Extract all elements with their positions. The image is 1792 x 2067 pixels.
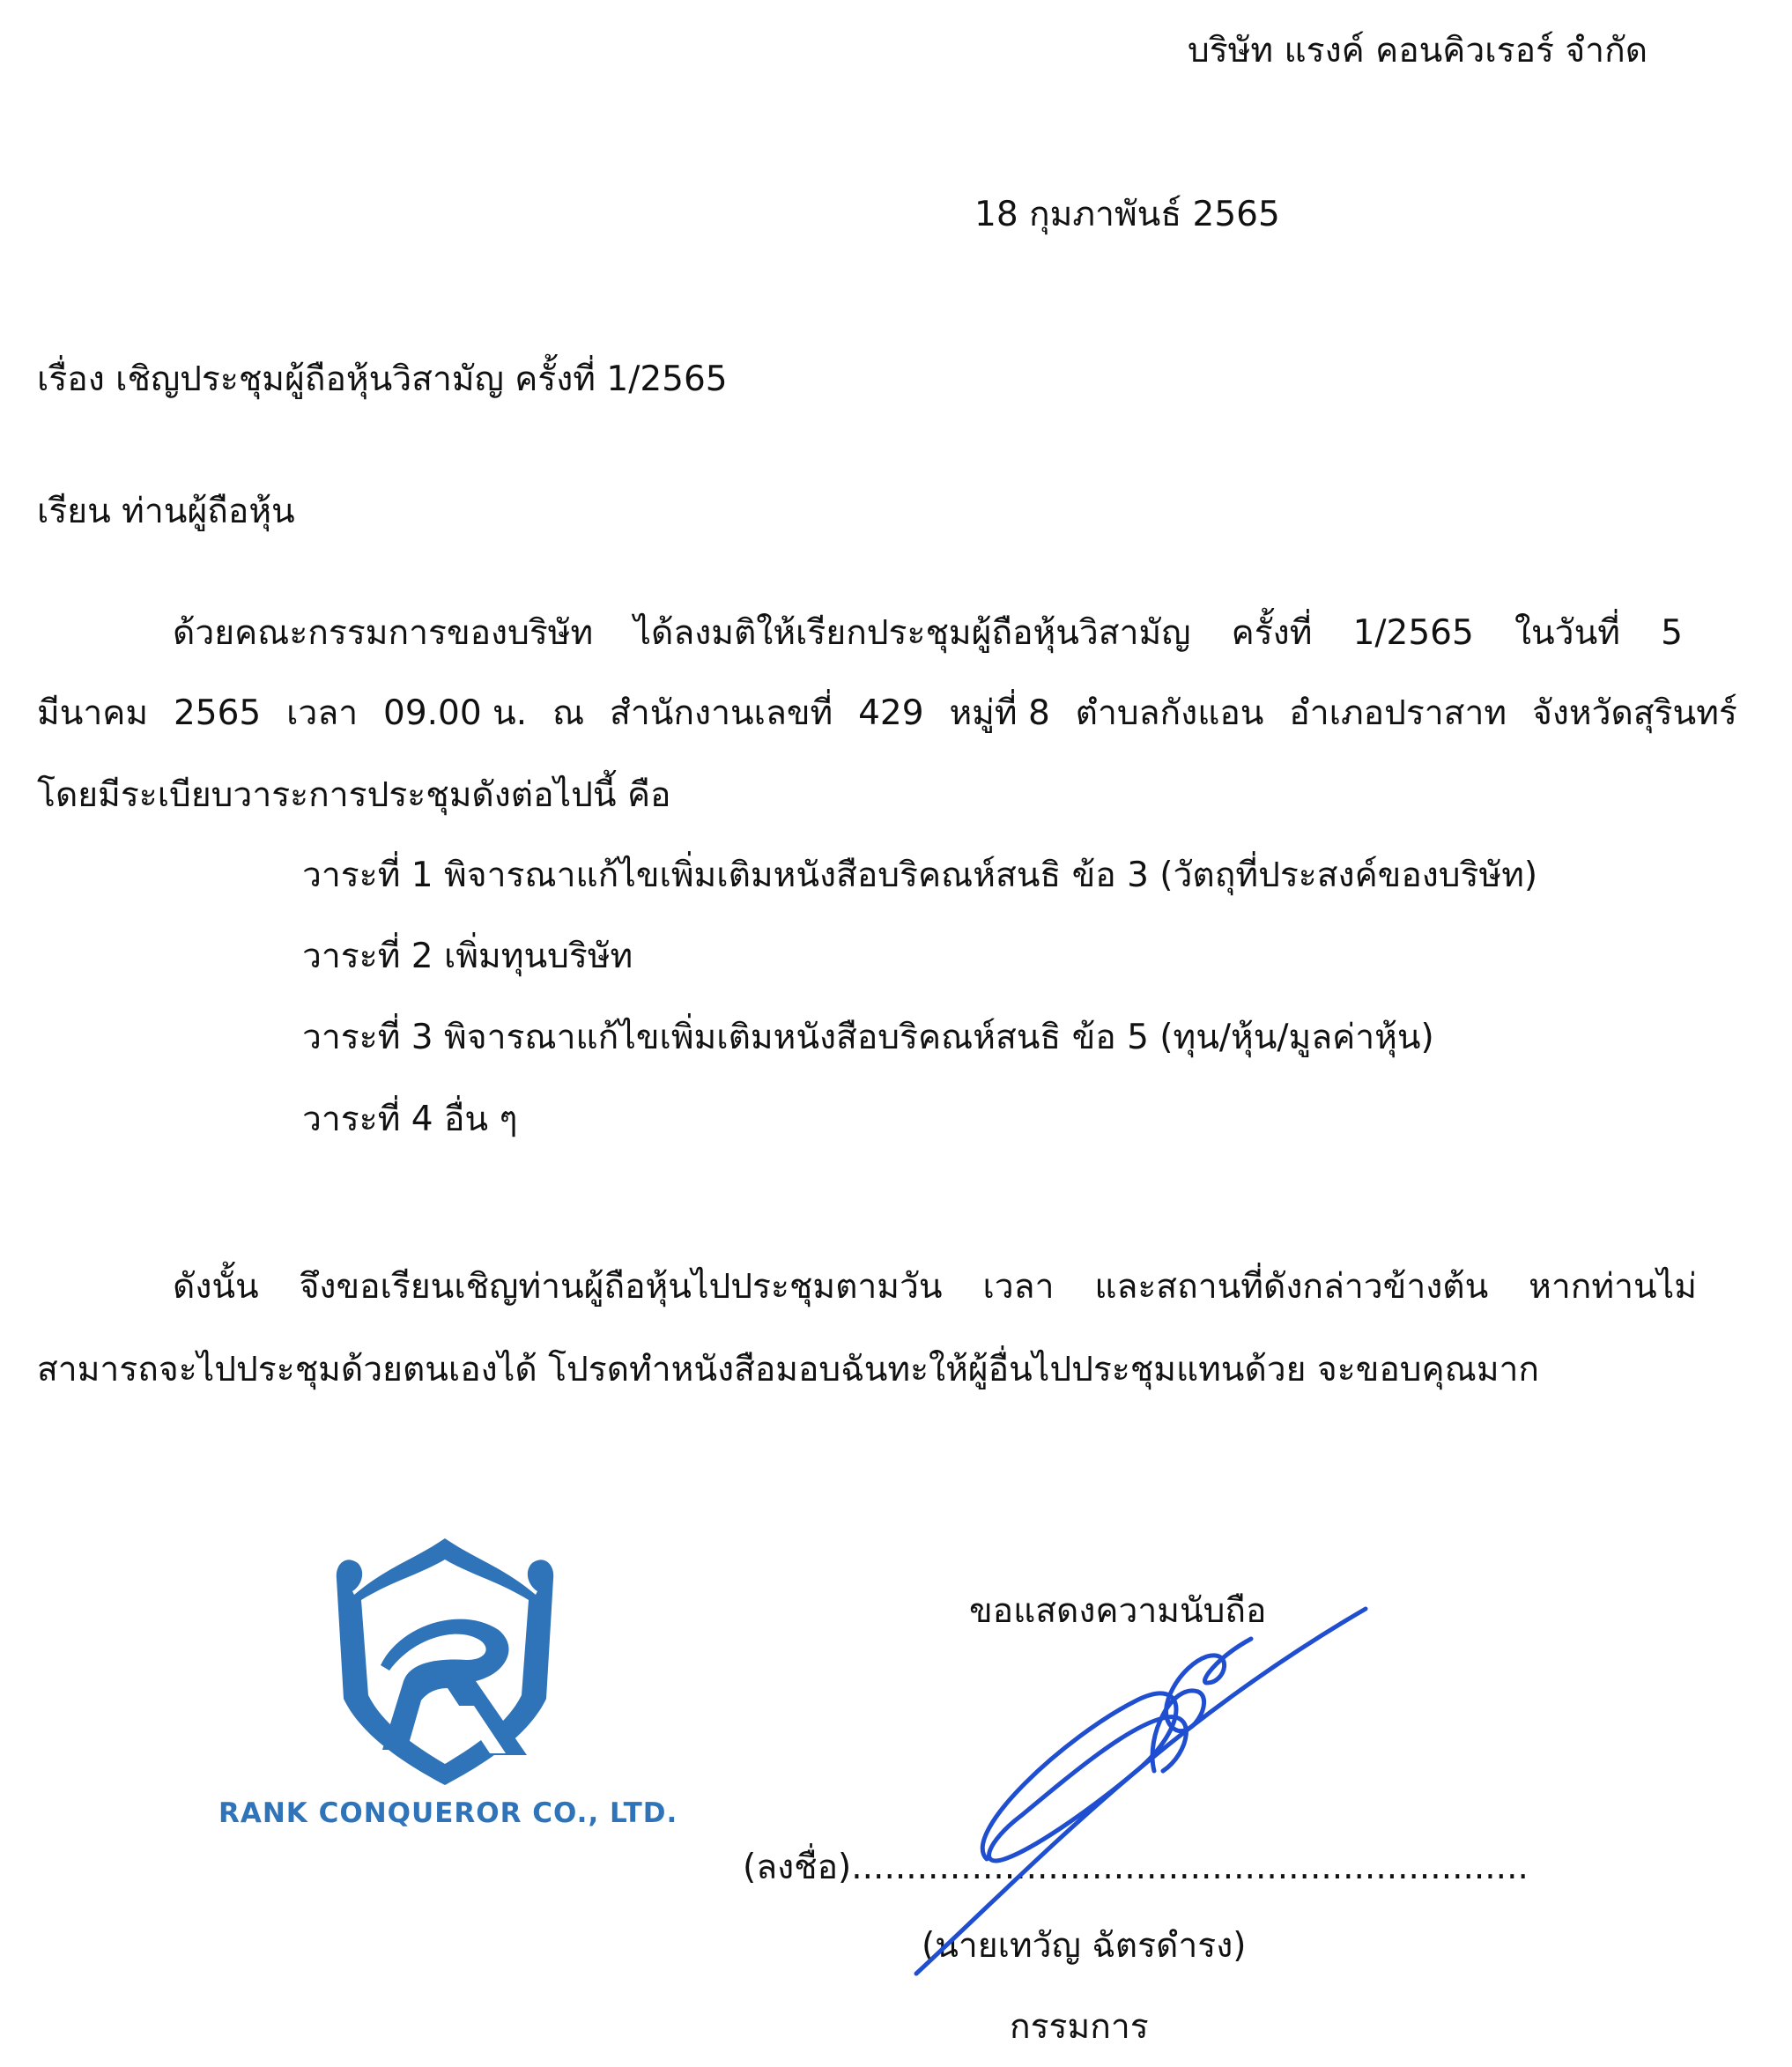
agenda-item-3: วาระที่ 3 พิจารณาแก้ไขเพิ่มเติมหนังสือบริคณห์สนธิ ข้อ 5 (ทุน/หุ้น/มูลค่าหุ้น): [302, 1018, 1434, 1057]
body-word: มีนาคม: [37, 693, 149, 733]
body-word: ณ: [552, 693, 585, 733]
salutation: เรียน ท่านผู้ถือหุ้น: [37, 492, 295, 531]
handwritten-signature: [899, 1595, 1392, 1991]
agenda-item-4: วาระที่ 4 อื่น ๆ: [302, 1100, 518, 1139]
company-logo: [218, 1533, 677, 1868]
body-paragraph-line-2: [37, 691, 1737, 737]
respect-closing: ขอแสดงความนับถือ: [969, 1591, 1267, 1631]
body-paragraph-line-3: โดยมีระเบียบวาระการประชุมดังต่อไปนี้ คือ: [37, 775, 671, 815]
subject-line: เรื่อง เชิญประชุมผู้ถือหุ้นวิสามัญ ครั้งที่ 1/2565: [37, 359, 728, 399]
logo-company-name: RANK CONQUEROR CO., LTD.: [218, 1797, 678, 1829]
body-word: หมู่ที่ 8: [949, 693, 1050, 733]
letter-date: 18 กุมภาพันธ์ 2565: [974, 195, 1280, 234]
body-word: สำนักงานเลขที่: [610, 693, 833, 733]
closing-word: เวลา: [982, 1267, 1055, 1307]
body-word: ด้วยคณะกรรมการของบริษัท: [173, 613, 594, 653]
company-header: บริษัท แรงค์ คอนคิวเรอร์ จำกัด: [1188, 31, 1648, 70]
closing-paragraph-line-2: สามารถจะไปประชุมด้วยตนเองได้ โปรดทำหนังสือมอบฉันทะให้ผู้อื่นไปประชุมแทนด้วย จะขอบคุณมาก: [37, 1350, 1540, 1389]
body-word: จังหวัดสุรินทร์: [1531, 693, 1737, 733]
signer-title: กรรมการ: [1010, 2007, 1149, 2047]
body-word: 2565: [173, 693, 262, 733]
body-word: ครั้งที่: [1231, 613, 1313, 653]
body-word: เวลา: [286, 693, 359, 733]
body-word: 5: [1661, 613, 1683, 653]
body-word: 09.00 น.: [383, 693, 528, 733]
closing-word: ดังนั้น: [173, 1267, 259, 1307]
closing-paragraph-line-1: [173, 1264, 1697, 1310]
body-paragraph-line-1: [173, 611, 1683, 656]
closing-word: หากท่านไม่: [1529, 1267, 1697, 1307]
signer-name: (นายเทวัญ ฉัตรดำรง): [922, 1926, 1247, 1966]
shield-logo-icon: [326, 1533, 564, 1789]
agenda-item-1: วาระที่ 1 พิจารณาแก้ไขเพิ่มเติมหนังสือบริคณห์สนธิ ข้อ 3 (วัตถุที่ประสงค์ของบริษัท): [302, 856, 1538, 895]
agenda-item-2: วาระที่ 2 เพิ่มทุนบริษัท: [302, 937, 633, 976]
closing-word: จึงขอเรียนเชิญท่านผู้ถือหุ้นไปประชุมตามวัน: [299, 1267, 943, 1307]
body-word: อำเภอปราสาท: [1289, 693, 1507, 733]
signature-line: (ลงชื่อ)..............................................................: [743, 1848, 1529, 1887]
body-word: 1/2565: [1352, 613, 1474, 653]
body-word: ได้ลงมติให้เรียกประชุมผู้ถือหุ้นวิสามัญ: [633, 613, 1191, 653]
body-word: 429: [858, 693, 924, 733]
body-word: ในวันที่: [1514, 613, 1620, 653]
closing-word: และสถานที่ดังกล่าวข้างต้น: [1094, 1267, 1489, 1307]
body-word: ตำบลกังแอน: [1075, 693, 1264, 733]
